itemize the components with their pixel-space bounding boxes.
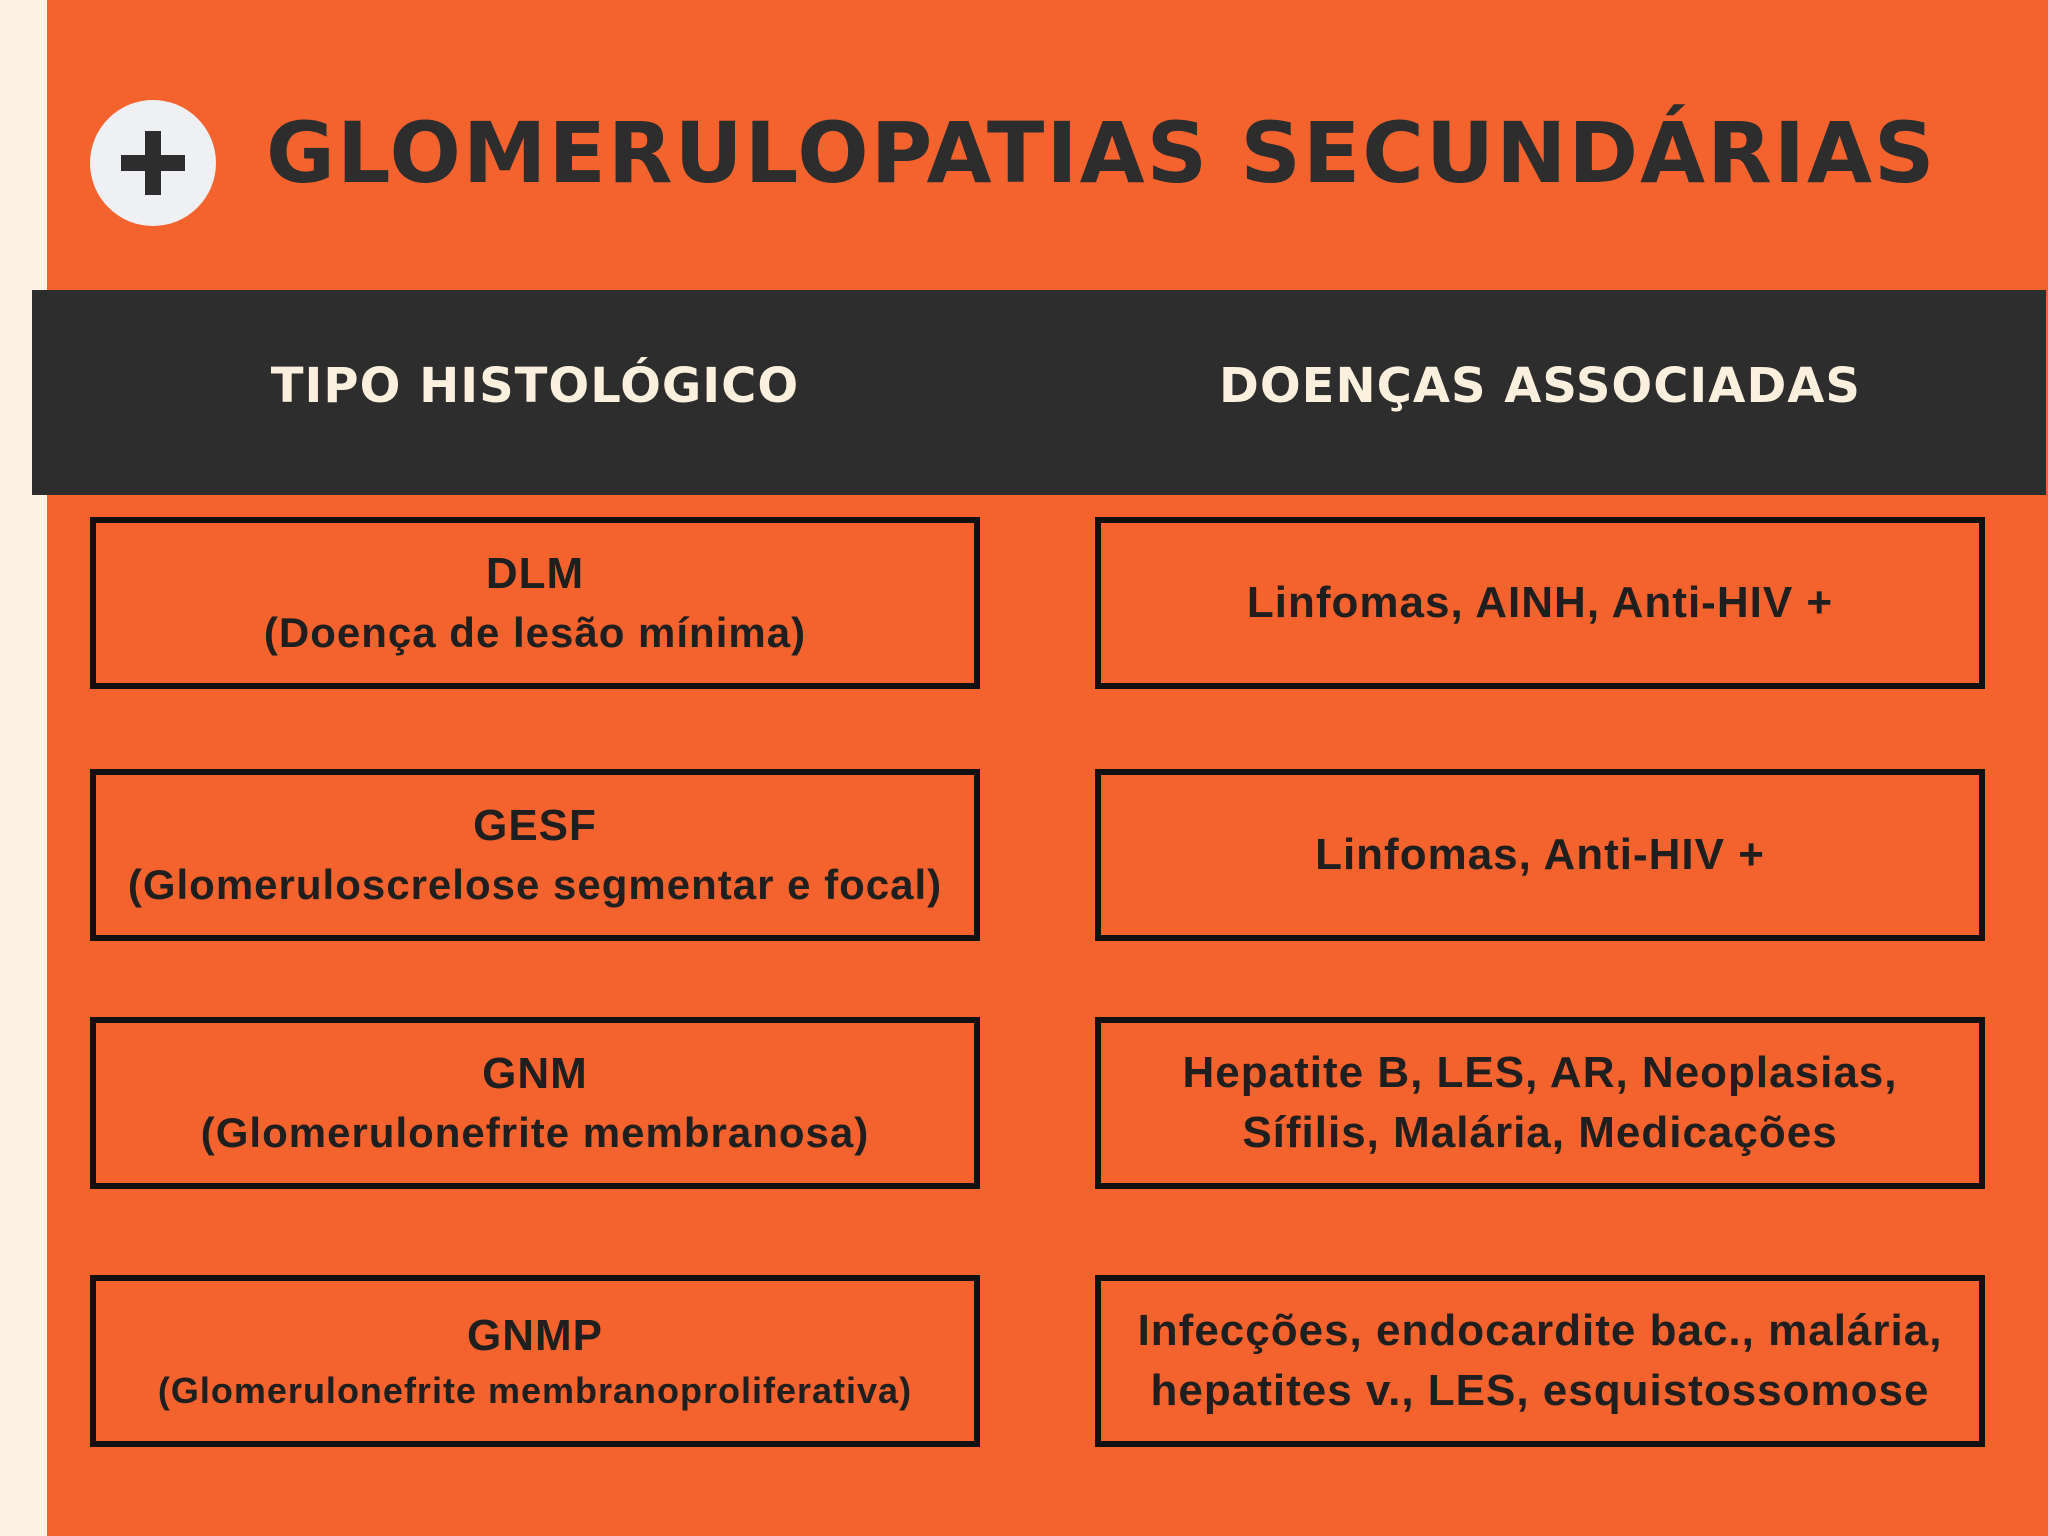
histologic-type-full-name: (Doença de lesão mínima) bbox=[263, 609, 807, 656]
histologic-type-cell-gnmp bbox=[90, 1275, 980, 1447]
plus-icon bbox=[90, 100, 216, 226]
associated-diseases-line: Infecções, endocardite bac., malária, bbox=[1137, 1306, 1943, 1355]
associated-diseases-cell-gesf bbox=[1095, 769, 1985, 941]
histologic-type-full-name: (Glomerulonefrite membranosa) bbox=[200, 1109, 870, 1156]
histologic-type-full-name: (Glomeruloscrelose segmentar e focal) bbox=[127, 861, 943, 908]
associated-diseases-line: Linfomas, AINH, Anti-HIV + bbox=[1246, 578, 1834, 627]
column-header-histologic-type: TIPO HISTOLÓGICO bbox=[270, 358, 800, 414]
histologic-type-cell-dlm bbox=[90, 517, 980, 689]
histologic-type-abbr: GNMP bbox=[467, 1311, 603, 1360]
associated-diseases-line: Sífilis, Malária, Medicações bbox=[1242, 1108, 1838, 1157]
histologic-type-cell-gnm bbox=[90, 1017, 980, 1189]
associated-diseases-line: Linfomas, Anti-HIV + bbox=[1315, 830, 1765, 879]
column-header-associated-diseases: DOENÇAS ASSOCIADAS bbox=[1219, 358, 1861, 414]
associated-diseases-cell-gnm bbox=[1095, 1017, 1985, 1189]
associated-diseases-cell-dlm bbox=[1095, 517, 1985, 689]
associated-diseases-line: hepatites v., LES, esquistossomose bbox=[1150, 1366, 1930, 1415]
histologic-type-full-name: (Glomerulonefrite membranoproliferativa) bbox=[157, 1370, 913, 1411]
associated-diseases-cell-gnmp bbox=[1095, 1275, 1985, 1447]
plus-icon-vertical-bar bbox=[145, 131, 161, 195]
histologic-type-abbr: DLM bbox=[485, 549, 585, 598]
associated-diseases-line: Hepatite B, LES, AR, Neoplasias, bbox=[1182, 1048, 1898, 1097]
page-title: GLOMERULOPATIAS SECUNDÁRIAS bbox=[266, 104, 1937, 202]
histologic-type-cell-gesf bbox=[90, 769, 980, 941]
histologic-type-abbr: GNM bbox=[482, 1049, 588, 1098]
histologic-type-abbr: GESF bbox=[473, 801, 597, 850]
